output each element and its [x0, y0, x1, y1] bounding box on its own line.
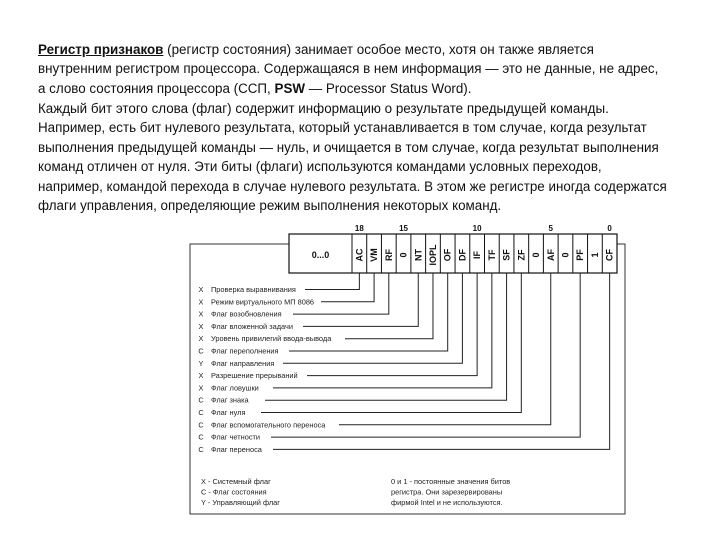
register-cell-if: IF	[472, 251, 483, 259]
register-cell-of: OF	[442, 248, 453, 262]
register-cell-pf: PF	[575, 249, 586, 261]
flag-name: Режим виртуального МП 8086	[211, 297, 315, 307]
register-cell-1: 1	[589, 252, 600, 258]
register-cell-iopl: IOPL	[427, 244, 438, 266]
flag-type: X	[198, 321, 204, 331]
register-cell-cf: CF	[604, 249, 615, 261]
flag-connector	[305, 273, 359, 290]
flag-type: X	[198, 309, 204, 319]
flag-name: Флаг вспомогательного переноса	[211, 420, 326, 430]
flag-name: Уровень привилегий ввода-вывода	[211, 334, 332, 344]
flag-name: Флаг возобновления	[211, 309, 282, 319]
flag-type: C	[198, 408, 204, 417]
psw-term: PSW	[274, 80, 306, 96]
paragraph-2: Каждый бит этого слова (флаг) содержит информацию о результате предыдущей команды. Например, есть бит нулевого результата, который устанавливается в том случае, когда результат выполнения предыдущей команды — нуль, и очищается в том случае, когда результат выполнения команд отличен от нуля. Эти биты (флаги) используются командами условных переходов, например, командой перехода в случае нулевого результата. В этом же регистре иногда содержатся флаги управления, определяющие режим выполнения некоторых команд.	[38, 101, 667, 214]
register-cell-nt: NT	[413, 249, 424, 261]
flag-connector	[321, 273, 374, 302]
bit-number: 0	[607, 224, 612, 233]
flag-type: X	[198, 334, 204, 344]
flag-type: C	[198, 420, 204, 430]
flag-type: X	[198, 383, 204, 393]
flag-name: Флаг нуля	[211, 408, 246, 417]
register-cell-af: AF	[545, 249, 556, 261]
bit-number: 15	[399, 224, 408, 233]
bit-number: 5	[548, 224, 553, 233]
register-cell-0: 0	[398, 252, 409, 258]
flag-name: Флаг знака	[211, 395, 249, 405]
flag-connector	[303, 273, 418, 326]
flag-connector	[283, 273, 462, 363]
flag-name: Флаг четности	[211, 432, 261, 442]
paragraph-1-text-a: (регистр состояния) занимает особое место, хотя он также является внутренним регистром процессора. Содержащаяся в нем информация — это не данные, не адрес, а слово состояния процессора (ССП,	[38, 42, 659, 96]
flag-name: Флаг переноса	[211, 444, 262, 454]
bit-number: 10	[472, 224, 482, 233]
flag-type: X	[198, 371, 204, 381]
legend-right-line: фирмой Intel и не используются.	[391, 498, 503, 507]
legend-left-line: X - Системный флаг	[201, 477, 271, 486]
flag-name: Флаг направления	[211, 358, 275, 368]
paragraph-1-text-b: — Processor Status Word).	[305, 80, 472, 96]
flag-name: Флаг переполнения	[211, 346, 279, 356]
register-cell-df: DF	[457, 249, 468, 261]
reserved-bits-label: 0...0	[311, 250, 330, 260]
flag-connector	[339, 273, 551, 425]
flag-name: Флаг вложенной задачи	[211, 321, 293, 331]
register-cell-sf: SF	[501, 249, 512, 261]
flag-name: Флаг ловушки	[211, 383, 259, 393]
legend-left-line: Y - Управляющий флаг	[201, 498, 280, 507]
flag-connector	[307, 273, 477, 376]
flag-type: C	[198, 346, 204, 356]
flag-type: X	[198, 285, 204, 294]
legend-right-line: 0 и 1 - постоянные значения битов	[391, 477, 511, 486]
register-cell-vm: VM	[369, 248, 380, 262]
flag-name: Проверка выравнивания	[211, 285, 296, 294]
register-cell-0: 0	[560, 252, 571, 258]
legend-right-line: регистра. Они зарезервированы	[391, 487, 503, 497]
bit-number: 18	[354, 224, 364, 233]
flag-name: Разрешение прерываний	[211, 371, 298, 381]
register-cell-tf: TF	[486, 249, 497, 261]
register-cell-zf: ZF	[516, 249, 527, 261]
register-cell-ac: AC	[354, 248, 365, 262]
register-cell-rf: RF	[383, 249, 394, 261]
flag-type: C	[198, 432, 204, 442]
flag-type: Y	[198, 358, 204, 368]
flag-type: X	[198, 297, 204, 307]
flag-type: C	[198, 395, 204, 405]
legend-left-line: C - Флаг состояния	[201, 487, 267, 497]
term-flags-register: Регистр признаков	[38, 42, 164, 57]
flag-connector	[273, 273, 492, 388]
register-cell-0: 0	[531, 252, 542, 258]
flag-type: C	[198, 444, 204, 454]
